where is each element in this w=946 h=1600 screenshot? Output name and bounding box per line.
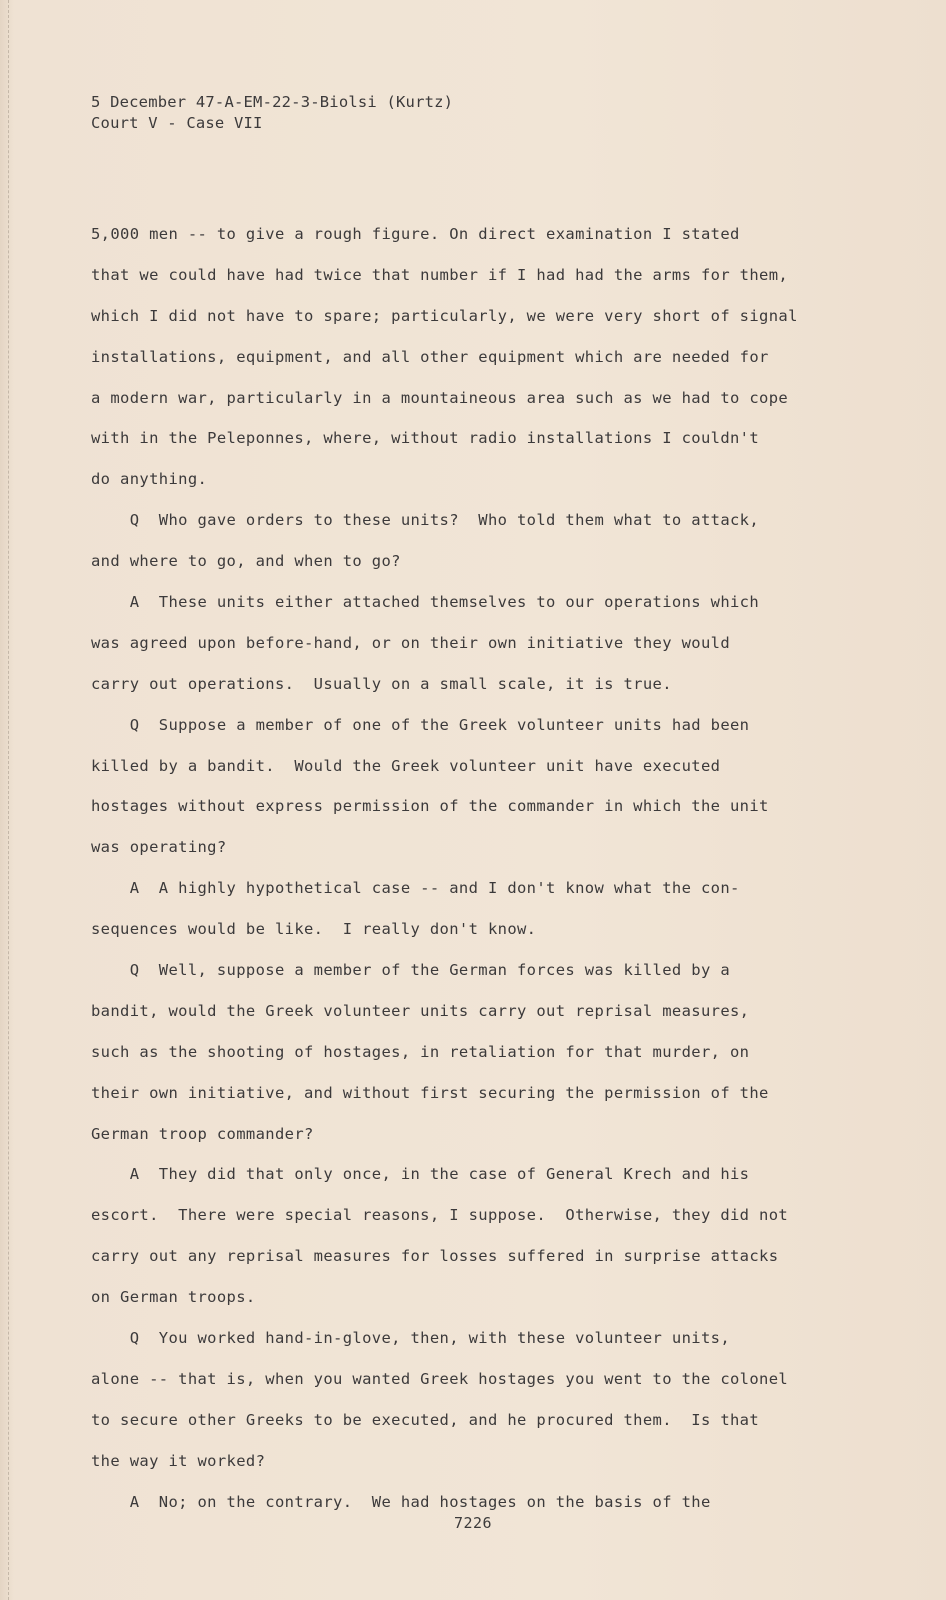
transcript-line: German troop commander? (91, 1124, 314, 1143)
transcript-line: Q Who gave orders to these units? Who told them what to attack, (91, 511, 760, 530)
page-edge-binding (2, 0, 9, 1600)
transcript-line: sequences would be like. I really don't know. (91, 920, 537, 939)
transcript-line: with in the Peleponnes, where, without radio installations I couldn't (91, 429, 760, 448)
transcript-line: 5,000 men -- to give a rough figure. On direct examination I stated (91, 225, 740, 243)
transcript-line: alone -- that is, when you wanted Greek hostages you went to the colonel (91, 1369, 789, 1388)
header-court-line: Court V - Case VII (91, 114, 263, 132)
transcript-line: Q Suppose a member of one of the Greek volunteer units had been (91, 715, 750, 734)
transcript-line: A These units either attached themselves to our operations which (91, 593, 760, 612)
transcript-line: A A highly hypothetical case -- and I don't know what the con- (91, 879, 740, 898)
transcript-line: on German troops. (91, 1288, 256, 1307)
transcript-line: bandit, would the Greek volunteer units carry out reprisal measures, (91, 1001, 750, 1020)
transcript-line: A No; on the contrary. We had hostages on the basis of the (91, 1492, 711, 1511)
transcript-line: hostages without express permission of the commander in which the unit (91, 797, 769, 816)
transcript-body (91, 214, 851, 1523)
document-header (91, 92, 453, 134)
transcript-line: a modern war, particularly in a mountaineous area such as we had to cope (91, 388, 789, 407)
transcript-line: killed by a bandit. Would the Greek volunteer unit have executed (91, 756, 721, 775)
transcript-line: to secure other Greeks to be executed, and he procured them. Is that (91, 1410, 760, 1429)
transcript-line: such as the shooting of hostages, in retaliation for that murder, on (91, 1042, 750, 1061)
transcript-line: that we could have had twice that number if I had had the arms for them, (91, 265, 789, 284)
transcript-line: do anything. (91, 470, 208, 489)
transcript-line: their own initiative, and without first securing the permission of the (91, 1083, 769, 1102)
transcript-line: escort. There were special reasons, I suppose. Otherwise, they did not (91, 1206, 789, 1225)
transcript-line: Q You worked hand-in-glove, then, with these volunteer units, (91, 1329, 730, 1348)
transcript-line: which I did not have to spare; particularly, we were very short of signal (91, 306, 798, 325)
transcript-line: Q Well, suppose a member of the German forces was killed by a (91, 961, 730, 980)
transcript-line: and where to go, and when to go? (91, 552, 401, 571)
transcript-line: was agreed upon before-hand, or on their own initiative they would (91, 633, 730, 652)
transcript-line: A They did that only once, in the case of General Krech and his (91, 1165, 750, 1184)
transcript-line: carry out operations. Usually on a small scale, it is true. (91, 674, 672, 693)
transcript-line: carry out any reprisal measures for losses suffered in surprise attacks (91, 1247, 779, 1266)
page-number: 7226 (453, 1514, 493, 1532)
transcript-line: the way it worked? (91, 1451, 266, 1470)
header-case-reference: 5 December 47-A-EM-22-3-Biolsi (Kurtz) (91, 93, 454, 111)
transcript-line: installations, equipment, and all other equipment which are needed for (91, 347, 769, 366)
transcript-line: was operating? (91, 838, 227, 857)
